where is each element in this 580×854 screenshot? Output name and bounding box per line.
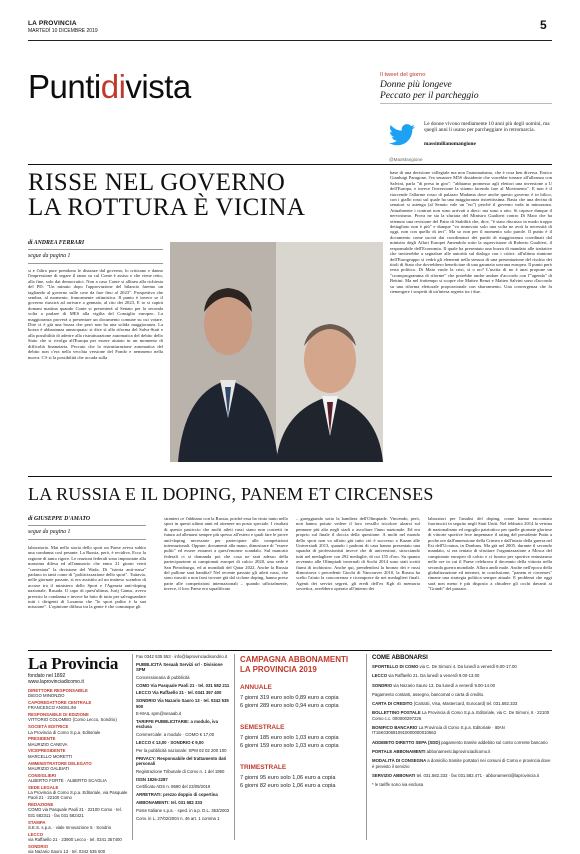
newspaper-name: LA PROVINCIA (28, 20, 77, 27)
article2-continued-rule (28, 539, 146, 540)
masthead-value: MARCELLO MORETTI (28, 753, 73, 759)
howto-item (372, 740, 552, 745)
howto-label: LECCO (372, 673, 389, 679)
plan-row[interactable]: 6 giorni 159 euro solo 1,03 euro a copia (240, 743, 339, 749)
tweet-title-line1: Donne più longeve (380, 80, 452, 90)
footer-founded: fondato nel 1892 (28, 673, 66, 679)
masthead-block (28, 773, 128, 784)
masthead-block (28, 712, 128, 723)
plan-name: TRIMESTRALE (240, 764, 287, 771)
masthead-value: S.E.S. s.p.a. · viale Innovazione 5 · Sondrio (28, 824, 112, 830)
footer-logo: La Provincia (28, 654, 119, 673)
masthead-value: La Provincia di Como S.p.a. Editoriale (28, 729, 101, 735)
tweet-handle: @MaxMangione (389, 157, 423, 162)
howto-text: La Provincia di Como S.p.a. Editoriale, via C. De Simoni, 6 · 22100 Como c.c. 000000297226 (372, 710, 550, 721)
plans-list (240, 678, 360, 790)
masthead-value: via Nazario Sauro 13 · tel. 0342 535 500 (28, 849, 106, 854)
article2-column-3: – gareggiando sotto la bandiera dell'Olimpiade. Vincendo, però, non hanno potuto vedere il loro vessillo tricolore alzarsi sul pennone più alto negli stadi o ascoltare l'inno nazionale. Ed era proprio sul finale il doccia della questione. A molti nel mondo dello sport non va affatto giù tutto ciò è successo a Kazan alle Universiadi 2013, quando i padroni di casa hanno presentato una squadra di professionisti invece che di universitari, stracciando tutti nel medagliere con 292 medaglie, di cui 155 d'oro. Su quanto avvenuto alle Olimpiadi invernali di Sochi 2014 sono stati scritti fiumi di inchiostro. Anche qui, prendendosi la bronzo dei e russi dimostrava i precedenti Giochi di Vancouver 2010, la Russia ha scelto l'aiuto la concorrenza e ricomporre da nei medaglieri finali. Agenti dei servizi segreti, gli eredi dell'ex Kgb di memoria sovietica, avrebbero operato all'interno dei (296, 516, 420, 592)
howto-text: * le tariffe sono iva esclusa (372, 782, 424, 788)
article2-top-rule (28, 476, 552, 477)
howto-text: (CartaSi, Visa, Mastercard, Eurocard) tel. 031.582.333 (413, 701, 518, 707)
masthead-value: ALBERTO FORTE · ALBERTO SCAGLIA (28, 777, 107, 783)
info-line: TARIFFE PUBBLICITARIE: a modulo, iva esclusa (136, 719, 218, 730)
article1-byline: di ANDREA FERRARI (28, 240, 85, 246)
masthead-value: via Raffaello 21 · 23900 Lecco · tel. 0341 357400 (28, 836, 122, 842)
howto-item (372, 710, 552, 721)
footer-site: www.laprovinciadicomo.it (28, 679, 84, 685)
info-line: ARRETRATI: prezzo doppio di copertina (136, 792, 218, 798)
masthead-block (28, 785, 128, 801)
masthead-block (28, 688, 128, 699)
article1-photo (170, 242, 383, 462)
howto-text: pagamento tramite addebito sul conto corrente bancario (441, 739, 548, 745)
plan-row[interactable]: 7 giorni 185 euro solo 1,03 euro a copia (240, 735, 339, 741)
info-line: ISSN 1826-2287 (136, 776, 168, 782)
campaign-title (240, 655, 348, 674)
footer-divider-2 (234, 654, 235, 840)
howto-item (372, 725, 552, 736)
howto-item (372, 758, 552, 769)
masthead-block (28, 820, 128, 831)
masthead-label: STAMPA (28, 819, 46, 825)
plan-name: SEMESTRALE (240, 724, 285, 731)
tweet-rule (380, 103, 552, 104)
article1-byline-rule (28, 249, 163, 250)
article1-headline (28, 170, 388, 220)
info-line: Certificato ADS n. 8690 del 23/09/2019 (136, 784, 211, 790)
masthead-value: MAURIZIO CANEVA (28, 741, 68, 747)
howto-item (372, 749, 552, 754)
tweet-body: Le donne vivono mediamente 10 anni più degli uomini, ma quegli anni li usano per parcheggiare in retromarcia. (424, 121, 550, 134)
article2-headline: LA RUSSIA E IL DOPING, PANEM ET CIRCENSES (28, 484, 434, 504)
howto-label: MODALITÀ DI CONSEGNA (372, 758, 428, 764)
howto-label: SONDRIO (372, 682, 394, 688)
howto-text: tel. 031.582.333 · fax 031.582.471 · abbonamenti@laprovincia.it (416, 772, 539, 778)
masthead-block (28, 844, 128, 854)
howto-item (372, 692, 552, 697)
howto-text: abbonamenti.laprovinciadicomo.it (426, 748, 491, 754)
section-title-part1: Punti (28, 68, 101, 105)
tweet-label: Il tweet del giorno (380, 72, 426, 78)
plan-name: ANNUALE (240, 684, 272, 691)
article1-continued-rule (28, 263, 163, 264)
masthead-block (28, 724, 128, 735)
howto-item (372, 683, 552, 688)
article1-headline-line2: LA ROTTURA È VICINA (28, 194, 306, 221)
section-title-part3: vista (125, 68, 191, 105)
plan-row[interactable]: 6 giorni 82 euro solo 1,06 euro a copia (240, 783, 336, 789)
masthead-label: SOCIETÀ EDITRICE (28, 724, 69, 730)
howto-label: CARTA DI CREDITO (372, 701, 414, 707)
section-title-part2: di (100, 68, 126, 105)
campaign-title-line2: LA PROVINCIA 2019 (240, 664, 317, 674)
article2-byline: di GIUSEPPE D'AMATO (28, 516, 91, 522)
masthead-value: FRANCESCO ANGELINI (28, 705, 76, 711)
masthead-label: SEDE LEGALE (28, 784, 59, 790)
howto-text: via Raffaello 21. Da lunedì a venerdì 9.00-13.00 (388, 673, 480, 679)
masthead-label: PRESIDENTE (28, 736, 56, 742)
header-rule (28, 40, 552, 41)
howto-item (372, 782, 552, 787)
howto-label: PORTALE ABBONAMENTI (372, 748, 427, 754)
info-line: Concessionaria di pubblicità (136, 674, 190, 680)
howto-text: via Nazario Sauro 13. Da lunedì a venerdì 9.00-14.00 (393, 682, 496, 688)
howto-text: via C. De Simoni 4. Da lunedì a venerdì 9.00-17.00 (419, 664, 517, 669)
masthead-label: VICEPRESIDENTE (28, 748, 66, 754)
masthead-value: La Provincia di Como S.p.a. Editoriale, via Pasquale Paoli 21 · 22100 Como (28, 790, 128, 801)
article2-column-4: laboratori per l'analisi del doping, come hanno raccontato fuoriusciti in seguito negli Stati Uniti. Nel febbraio 2014 la vetrina di nazionalismo ed orgoglio patriottico per quelle giornate gloriose di vittorie sportive fece impennare il rating del presidente Putin a poche ore dall'annessione della Crimea e dall'inizio della guerra nel Est dell'Ucraina, in Donbass. Ma già nel 2005, durante il secondo mandato, si era tentato di sfruttare l'organizzazione a Mosca del campionato europeo di calcio e ci furono per sportive entusiasmo nelle ore in cui il Paese celebrava il decennio della vittoria nella seconda guerra mondiale. Allora andò male. Anche nell'epoca della globalizzazione ed internet, in conclusione, "panem et circenses" rimane una strategia politica sempre attuale. E problemi che oggi sarà non meno è più disposto a chiudere gli occhi davanti ai "Grandi" del passato. (428, 516, 552, 592)
masthead-block (28, 748, 128, 759)
masthead-label: LECCO (28, 831, 44, 837)
info-line: SONDRIO Via Nazario Sauro 13 · tel. 0342 535 500 (136, 698, 229, 709)
footer-info-column (136, 654, 232, 840)
info-line: LECCO € 13,00 · SONDRIO € 9,00 (136, 740, 204, 746)
masthead-label: AMMINISTRATORE DELEGATO (28, 760, 92, 766)
masthead (28, 688, 128, 854)
masthead-label: RESPONSABILE DI EDIZIONE (28, 712, 89, 718)
howto-item (372, 701, 552, 706)
masthead-label: DIRETTORE RESPONSABILE (28, 688, 88, 693)
howto-title: COME ABBONARSI (372, 655, 428, 661)
masthead-label: CONSIGLIERI (28, 772, 56, 778)
issue-date: MARTEDÌ 10 DICEMBRE 2019 (28, 28, 98, 34)
article1-column-1: si e l'altro pure prendono le distanze dal governo; lo criticano e danno l'impressione di segare il ramo su cul Conte è assiso e che viene retto, alla fine, solo dai democratici. Non a caso Conte si allinea alla richiesta del PD: "Un minuto dopo l'approvazione del bilancio faremo un tagliando al governo sulle cose da fare fino al 2023". Prospettiva che sembra, al momento, francamente ottimistica. Il punto è invece se il governo riuscirà ad arrivare a gennaio, al rito dei 2023, E io si capirà domani mattina quando Conte si presenterà al Senato per la seconda volta a parlare di MES alla vigilia del Consiglio europeo. La maggioranza proverà a presentare un documento comune su cui votare. Dire ci è già una bozza che però non ha una solida maggioranza. La bozza è abbastanza annacquata: si dice sì alla riforma del Salva-Stati e alla possibilità di aderire alla ristrutturazione automatica del debito dello Stato che si rivolga all'Europa per essere aiutato in un momento di difficoltà finanziaria. Peccato che la ristrutturazione automatica del debito non c'era nella vecchia versione del Fondo e nemmeno nella nuova. C'è si la possibilità che accada sulla (28, 268, 163, 360)
howto-label: BOLLETTINO POSTALE (372, 710, 422, 716)
masthead-block (28, 832, 128, 843)
masthead-block (28, 761, 128, 772)
footer-divider-1 (132, 654, 133, 840)
info-line: Registrazione Tribunale di Como n. 1 del 1950 (136, 768, 225, 774)
article1-column-3: base di una decisione collegiale ma non l'automatismo, che è cosa ben diversa. Enrico Gianluigi Paragone, l'ex senatore M5S dissidente che vorrebbe tornare all'alleanza con Salvini, parla "di presa in giro": "abbiamo promesso agli elettori una inversione a U dell'Europa, e invece l'inversione la stiamo facendo fare al Movimento". E non è il riaccende l'allarme rosso di palazzo Madama dove anche questo governo è in bilico, con i giallo rossi sul quale ha una maggioranza ristrettissima. Basta che una decina di senatori si astenga (al Senato vale un "no") perché il governo vada in minoranza. Attualmente i contrari non sono arrivati a dieci: ma sono a otto. Si capisce dunque il nervosismo. Prova ne sia la sfuriata del Ministro Gualtieri contro Di Maio che ha ottenuto una revisione del Patto di Stabilità che, dice, "è stato discusso in modo troppo dettagliato non è più" e dunque "va rinnovato solo una volta ne avrà la necessità di oggi, non con quello di ieri". Ma so non per il momento solo parole. Il punto è il documento come uscirà dai coordinatori dei partiti di maggioranza coordinati dal ministro degli Affari Europei Amendola sotto la supervisione di Roberto Gualtieri, il responsabile dell'Economia. Il quale ha presentato una bozza di mandato alle trattative che inviterebbe a segnalare alle autorità sul dialogo con i critici: all'ultima riunione dell'Eurogruppo si vedrà gli elementi nella stesura di una presentazione del rischio dei titoli di Stato che dovrebbero beneficiare di una garanzia sovrana europea. Il punto però resta politico. Di Maio vuole la crisi, sì o no? L'uscita di no è anzi propone un "cronoprogramma di riforme" che potrebbe anche andare d'accordo con l'"agenda" di Bettini. Ma nel frattempo si scopre che Matteo Renzi e Matteo Salvini sono d'accordo su una riforma elettorale proporzionale con sbarramento. Una convergenza che fa riemergere i sospetti di un'intesa segreta tra i due. (390, 170, 552, 294)
info-line: Poste Italiane s.p.a. · sped. in a.p. D.L. 353/2003 (136, 807, 230, 813)
howto-label: SPORTELLO DI COMO (372, 664, 420, 669)
howto-label: ADDEBITO DIRETTO SEPA (SDD) (372, 739, 442, 745)
masthead-value: COMO via Pasquale Paoli 21 · 22100 Como · tel. 031 582311 · fax 031 582421 (28, 807, 122, 818)
info-line: LECCO Via Raffaello 21 · tel. 0341 357 400 (136, 690, 222, 696)
plan-row[interactable]: 6 giorni 289 euro solo 0,94 euro a copia (240, 703, 339, 709)
plan-row[interactable]: 7 giorni 319 euro solo 0,89 euro a copia (240, 695, 339, 701)
info-line: Fax 0342 535 553 · info@laprovinciadisondrio.it (136, 654, 228, 659)
article1-continued: segue da pagina 1 (28, 253, 71, 259)
masthead-value: VITTORIO COLOMBO (Como Lecco, Sondrio) (28, 717, 117, 723)
article1-top-rule (28, 164, 552, 165)
page-number: 5 (540, 18, 547, 32)
info-line: COMO Via Pasquale Paoli 21 · tel. 031 582 211 (136, 682, 230, 688)
info-line: Per la pubblicità nazionale: SPM 02 02 200 100 (136, 747, 227, 753)
info-line: E-MAIL spm@sesaab.it (136, 711, 182, 717)
masthead-label: SONDRIO (28, 843, 49, 849)
info-line: PRIVACY: Responsabile del trattamento dati personali (136, 755, 227, 766)
photo-illustration (170, 242, 383, 462)
article2-byline-rule (28, 525, 146, 526)
howto-text: a domicilio tramite portatori nei comuni di Como e provincia dove è previsto il servizio (372, 758, 551, 769)
howto-label: BONIFICO BANCARIO (372, 725, 419, 731)
tweet-author: massimilianomangione (424, 141, 476, 147)
howto-text: La Provincia di Como S.p.a. Editoriale · IBAN IT16K0306910910000000010663 (372, 725, 505, 736)
twitter-bird-icon (389, 124, 415, 146)
campaign-title-line1: CAMPAGNA ABBONAMENTI (240, 655, 349, 664)
masthead-label: CAPOREDATTORE CENTRALE (28, 700, 92, 706)
masthead-value: DIEGO MINONZIO (28, 693, 65, 699)
info-line: ABBONAMENTI: tel. 031 582 333 (136, 799, 203, 805)
masthead-label: REDAZIONE (28, 802, 54, 808)
footer-top-rule (28, 650, 552, 651)
article2-column-1: laboratorio. Mai nello storia dello sport un Paese aveva subìto una condanna così pesante. La Russia, però, è recidiva. Ecco la ragione di tanto rigore. Le reazioni federali sono improntate alla massima difesa ed all'annuncio che entro 21 giorni verrà "contestata" la decisione del Wada. Di "isteria anti-russa" parlano in tanti come di "politicizzazione dello sport". Tuttavia, nelle giornate passate, si era assistito ad un inatteso scambio di accuse tra il ministero dello Sport e l'Agenzia anti-doping nazionale, Rusada. Il capo di quest'ultima, Jurij Ganus, aveva previsto la condanna e invece ha fatto di tutto per salvaguardare tutti i dirigenti di Losanna che "lo sport pulito è la sua missione". L'opinione diffusa tra la gente è che comunque gli (28, 545, 146, 610)
masthead-block (28, 700, 128, 711)
masthead-block (28, 802, 128, 818)
howto-list (372, 664, 552, 842)
article1-headline-line1: RISSE NEL GOVERNO (28, 169, 286, 196)
footer-divider-3 (366, 654, 367, 840)
masthead-block (28, 736, 128, 747)
plan-row[interactable]: 7 giorni 95 euro solo 1,06 euro a copia (240, 775, 336, 781)
info-line: PUBBLICITÀ Sesaab Servizi srl · Divisione SPM (136, 661, 223, 673)
info-line: Commerciale: a modulo · COMO € 17,00 (136, 732, 215, 738)
howto-label: SERVIZIO ABBONATI (372, 772, 417, 778)
howto-item (372, 673, 552, 678)
howto-item (372, 773, 552, 778)
section-title (28, 68, 191, 106)
howto-item (372, 664, 552, 669)
article2-column-2: stranieri ce l'abbiano con la Russia, poiché essa ha vinto tanto nello sport in questi ultimi anni ed ottenere un posto speciale. I risultati di questo pasticcio che molti atleti russi siano non costretti in futuro ad allenarsi sempre più spesso all'estero e quali fare le prove anti-doping necessarie per partecipare alle competizioni internazionali. Oppure, documenti alla mano, dimostrare di "essere puliti" ed essere estranei a quest'enorme scandalo. Sul mancato federali ci si domanda poi che cosa ne sarà adesso della partecipazione ai campionati europei di calcio 2020, una sede è San Pietroburgo, ed ai mondiali del Qatar 2022. Anche la Russia del pallone sarà bandita? Nel recente passato gli atleti russi, che sono riusciti a non farsi trovare già dal ciclone doping, hanno preso parte alle competizioni internazionali – quando ufficialmente, invece, il loro Paese era squalificato (164, 516, 288, 592)
masthead-value: MAURIZIO GALBIATI (28, 765, 70, 771)
howto-text: Pagamento contanti, assegno, bancomat o carta di credito. (372, 691, 485, 697)
info-line: Conv. in L. 27/02/2004 n. 46 art. 1 comma 1 (136, 815, 220, 821)
tweet-title-line2: Peccato per il parcheggio (380, 91, 479, 101)
article2-continued: segue da pagina 1 (28, 529, 71, 535)
